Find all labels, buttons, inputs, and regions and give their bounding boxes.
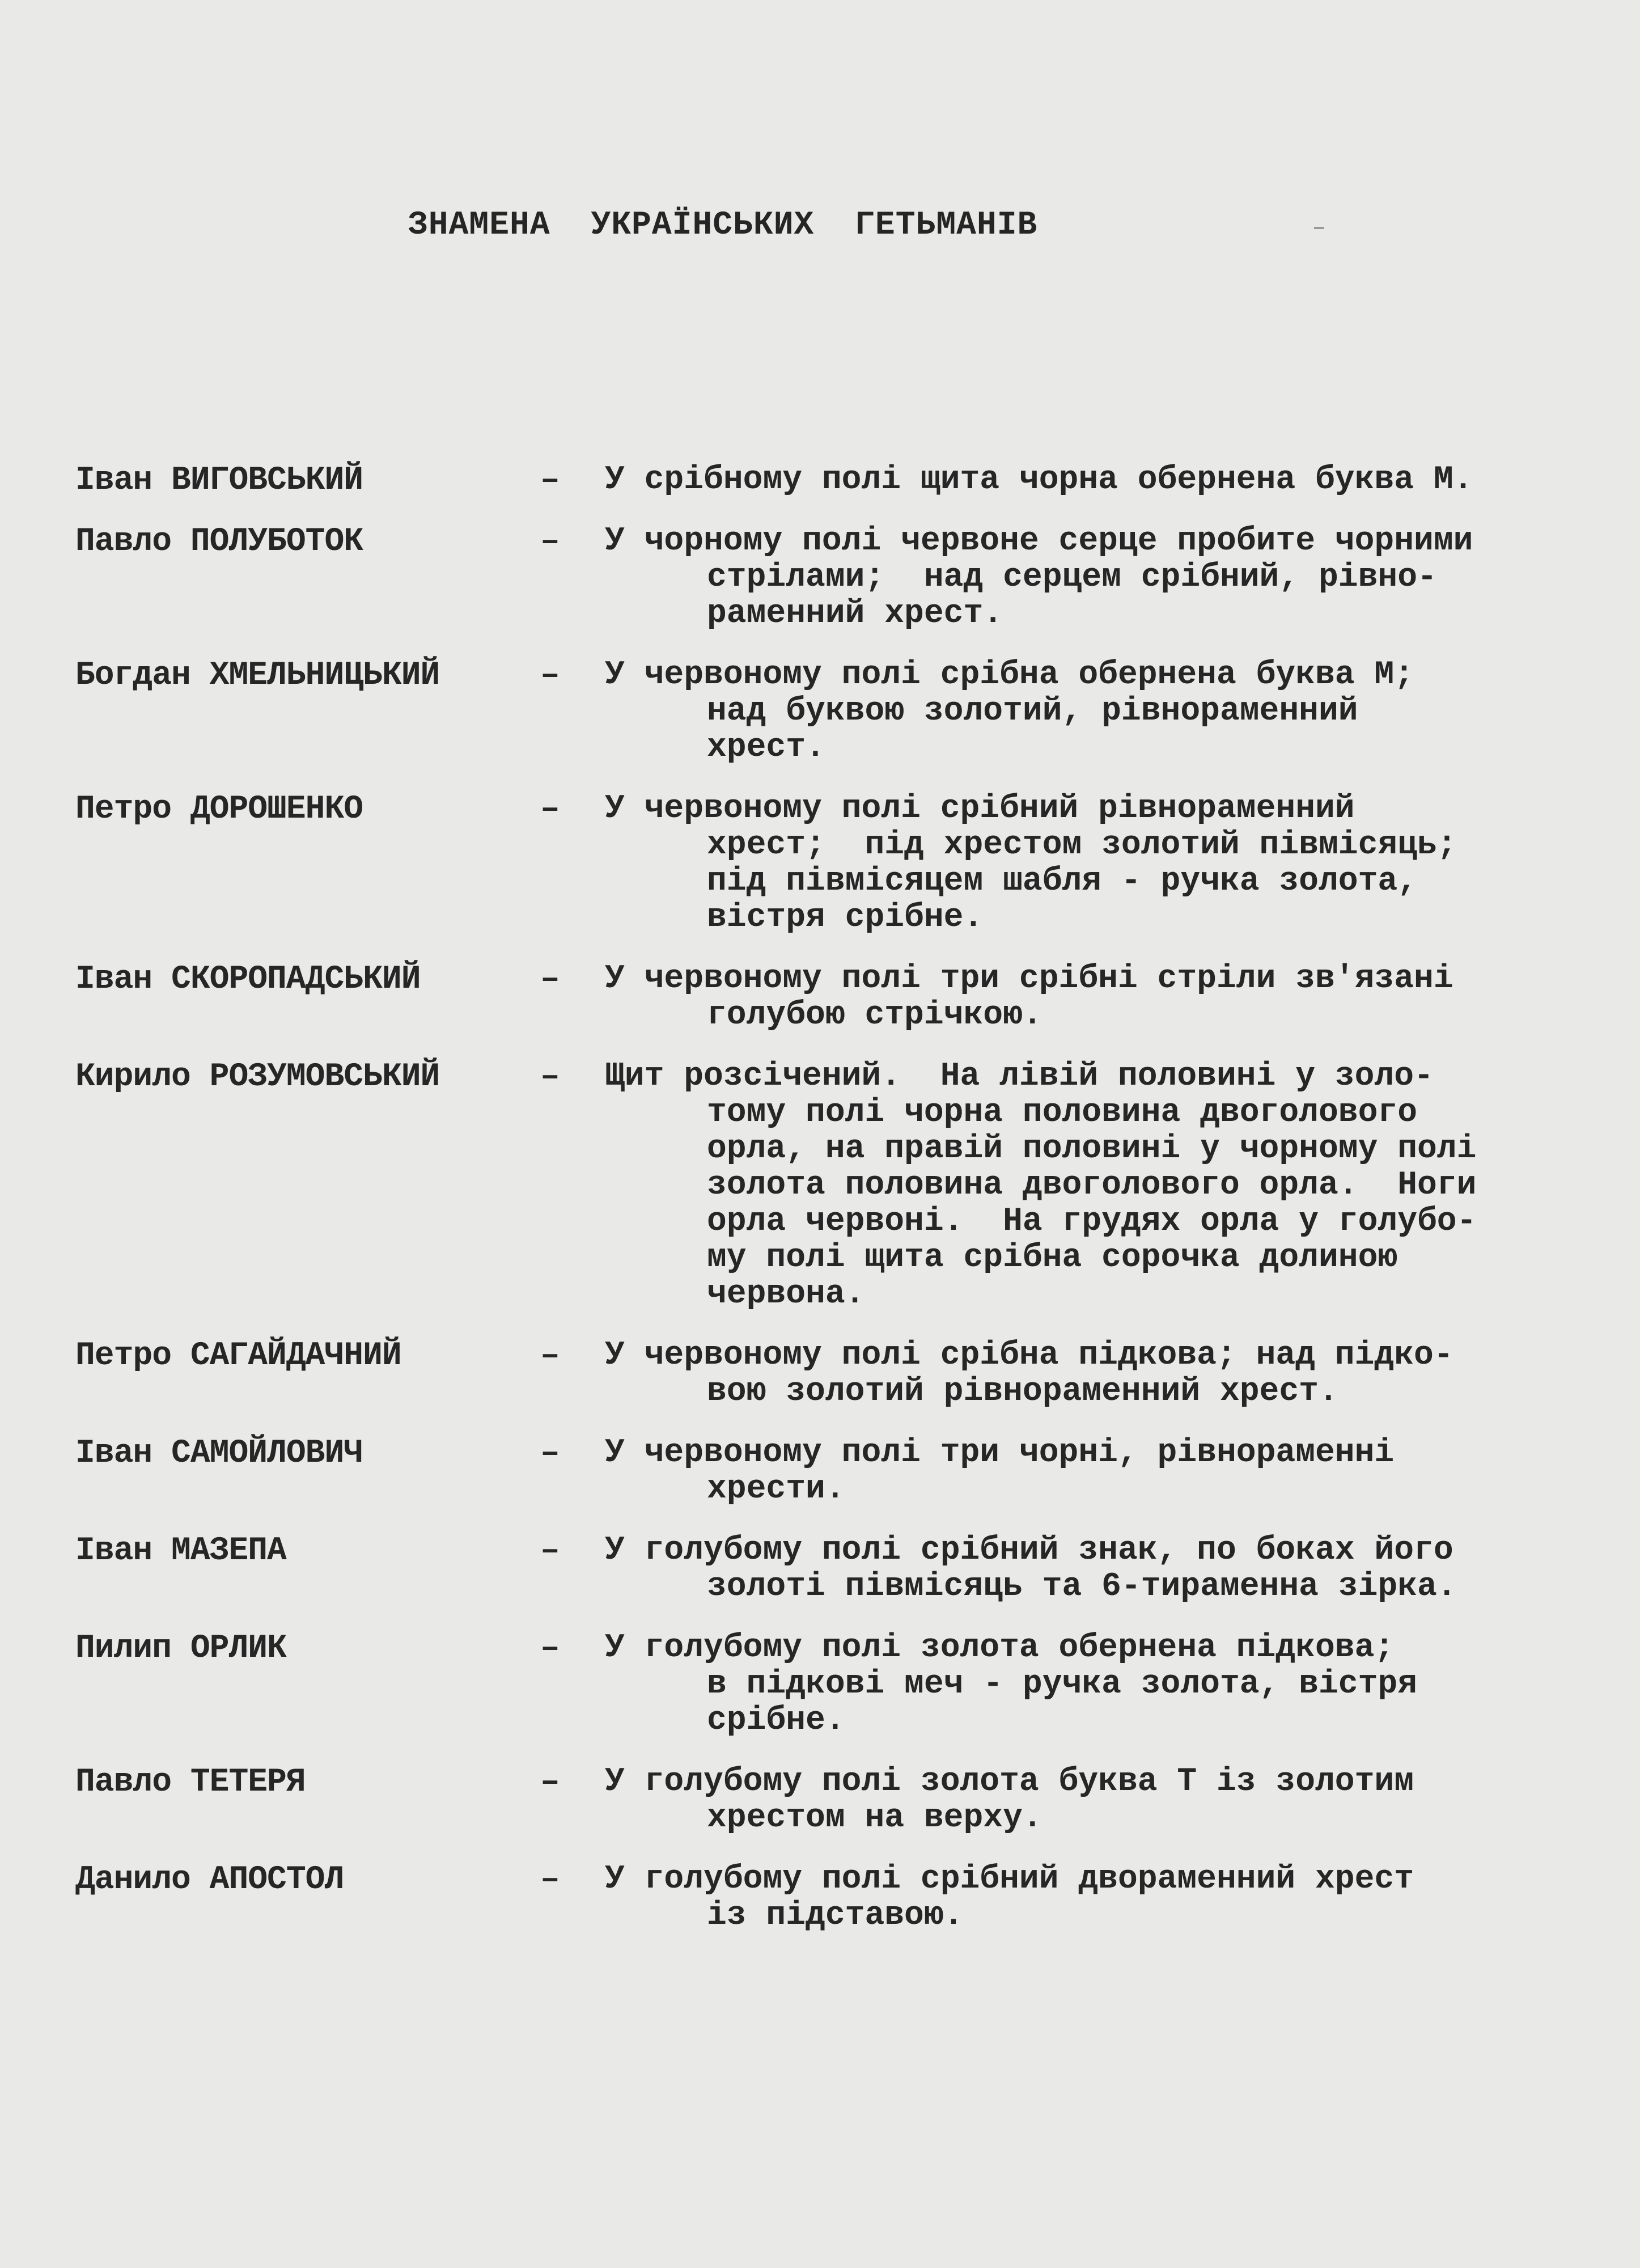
description-line: червона.: [707, 1276, 865, 1313]
separator-dash: –: [540, 1533, 560, 1569]
hetman-entry: [75, 1533, 1606, 1605]
description-line: в підкові меч - ручка золота, вістря: [707, 1666, 1418, 1703]
hetman-name: Богдан ХМЕЛЬНИЦЬКИЙ: [75, 657, 440, 694]
separator-dash: –: [540, 961, 560, 998]
hetman-entry: [75, 961, 1606, 1034]
description-line: У срібному полі щита чорна обернена буква М.: [605, 462, 1473, 498]
hetman-entry: [75, 1764, 1606, 1837]
banner-description: [605, 1338, 1606, 1410]
description-line: срібне.: [707, 1702, 845, 1739]
separator-dash: –: [540, 523, 560, 560]
banner-description: [605, 1764, 1606, 1837]
hetman-name: Пилип ОРЛИК: [75, 1630, 286, 1667]
banner-description: [605, 462, 1606, 498]
banner-description: [605, 791, 1606, 936]
hetman-entry: [75, 1630, 1606, 1739]
hetman-name: Іван ВИГОВСЬКИЙ: [75, 462, 363, 499]
banner-description: [605, 1861, 1606, 1934]
separator-dash: –: [540, 657, 560, 694]
description-line: золоті півмісяць та 6-тираменна зірка.: [707, 1568, 1457, 1605]
description-line: У червоному полі три чорні, рівнораменні: [605, 1435, 1395, 1471]
banner-description: [605, 1533, 1606, 1605]
description-line: хрестом на верху.: [707, 1800, 1043, 1837]
banner-description: [605, 1059, 1606, 1313]
description-line: раменний хрест.: [707, 595, 1003, 632]
description-line: стрілами; над серцем срібний, рівно-: [707, 559, 1437, 596]
hetman-name: Данило АПОСТОЛ: [75, 1861, 344, 1898]
description-line: У червоному полі три срібні стріли зв'язані: [605, 960, 1453, 997]
hetman-name: Кирило РОЗУМОВСЬКИЙ: [75, 1059, 440, 1095]
hetman-entry: [75, 1435, 1606, 1508]
description-line: У червоному полі срібна обернена буква М;: [605, 657, 1414, 693]
hetman-name: Павло ТЕТЕРЯ: [75, 1764, 306, 1801]
description-line: У голубому полі срібний двораменний хрест: [605, 1861, 1414, 1898]
description-line: орла, на правій половині у чорному полі: [707, 1131, 1477, 1167]
description-line: хрест.: [707, 729, 825, 766]
stray-mark: [1314, 227, 1324, 229]
hetman-name: Петро ДОРОШЕНКО: [75, 791, 363, 828]
hetman-entry: [75, 791, 1606, 936]
description-line: У голубому полі срібний знак, по боках його: [605, 1532, 1453, 1569]
hetman-name: Петро САГАЙДАЧНИЙ: [75, 1338, 401, 1374]
hetman-entry: [75, 1861, 1606, 1934]
separator-dash: –: [540, 462, 560, 499]
hetman-name: Іван САМОЙЛОВИЧ: [75, 1435, 363, 1472]
banner-description: [605, 961, 1606, 1034]
hetman-entry: [75, 523, 1606, 632]
description-line: голубою стрічкою.: [707, 997, 1043, 1034]
banner-description: [605, 523, 1606, 632]
banner-description: [605, 1630, 1606, 1739]
separator-dash: –: [540, 1861, 560, 1898]
description-line: У червоному полі срібний рівнораменний: [605, 790, 1355, 827]
description-line: золота половина двоголового орла. Ноги: [707, 1167, 1477, 1204]
description-line: над буквою золотий, рівнораменний: [707, 693, 1358, 730]
hetman-name: Павло ПОЛУБОТОК: [75, 523, 363, 560]
description-line: У чорному полі червоне серце пробите чорними: [605, 523, 1473, 560]
separator-dash: –: [540, 1338, 560, 1374]
description-line: У голубому полі золота обернена підкова;: [605, 1630, 1395, 1666]
description-line: му полі щита срібна сорочка долиною: [707, 1239, 1398, 1276]
page-title: ЗНАМЕНА УКРАЇНСЬКИХ ГЕТЬМАНІВ: [408, 207, 1038, 244]
separator-dash: –: [540, 1630, 560, 1667]
banner-description: [605, 1435, 1606, 1508]
description-line: Щит розсічений. На лівій половині у золо-: [605, 1058, 1434, 1095]
separator-dash: –: [540, 791, 560, 828]
description-line: вою золотий рівнораменний хрест.: [707, 1373, 1338, 1410]
description-line: У голубому полі золота буква Т із золотим: [605, 1763, 1414, 1800]
description-line: під півмісяцем шабля - ручка золота,: [707, 863, 1418, 900]
description-line: вістря срібне.: [707, 899, 984, 936]
hetman-list: [75, 462, 1606, 1959]
description-line: орла червоні. На грудях орла у голубо-: [707, 1203, 1477, 1240]
separator-dash: –: [540, 1764, 560, 1801]
description-line: тому полі чорна половина двоголового: [707, 1094, 1418, 1131]
separator-dash: –: [540, 1059, 560, 1095]
hetman-entry: [75, 1338, 1606, 1410]
hetman-name: Іван СКОРОПАДСЬКИЙ: [75, 961, 421, 998]
hetman-entry: [75, 657, 1606, 766]
description-line: із підставою.: [707, 1897, 964, 1934]
hetman-entry: [75, 462, 1606, 498]
description-line: У червоному полі срібна підкова; над підко-: [605, 1337, 1453, 1374]
hetman-entry: [75, 1059, 1606, 1313]
separator-dash: –: [540, 1435, 560, 1472]
banner-description: [605, 657, 1606, 766]
hetman-name: Іван МАЗЕПА: [75, 1533, 286, 1569]
description-line: хрест; під хрестом золотий півмісяць;: [707, 827, 1457, 864]
description-line: хрести.: [707, 1471, 845, 1508]
